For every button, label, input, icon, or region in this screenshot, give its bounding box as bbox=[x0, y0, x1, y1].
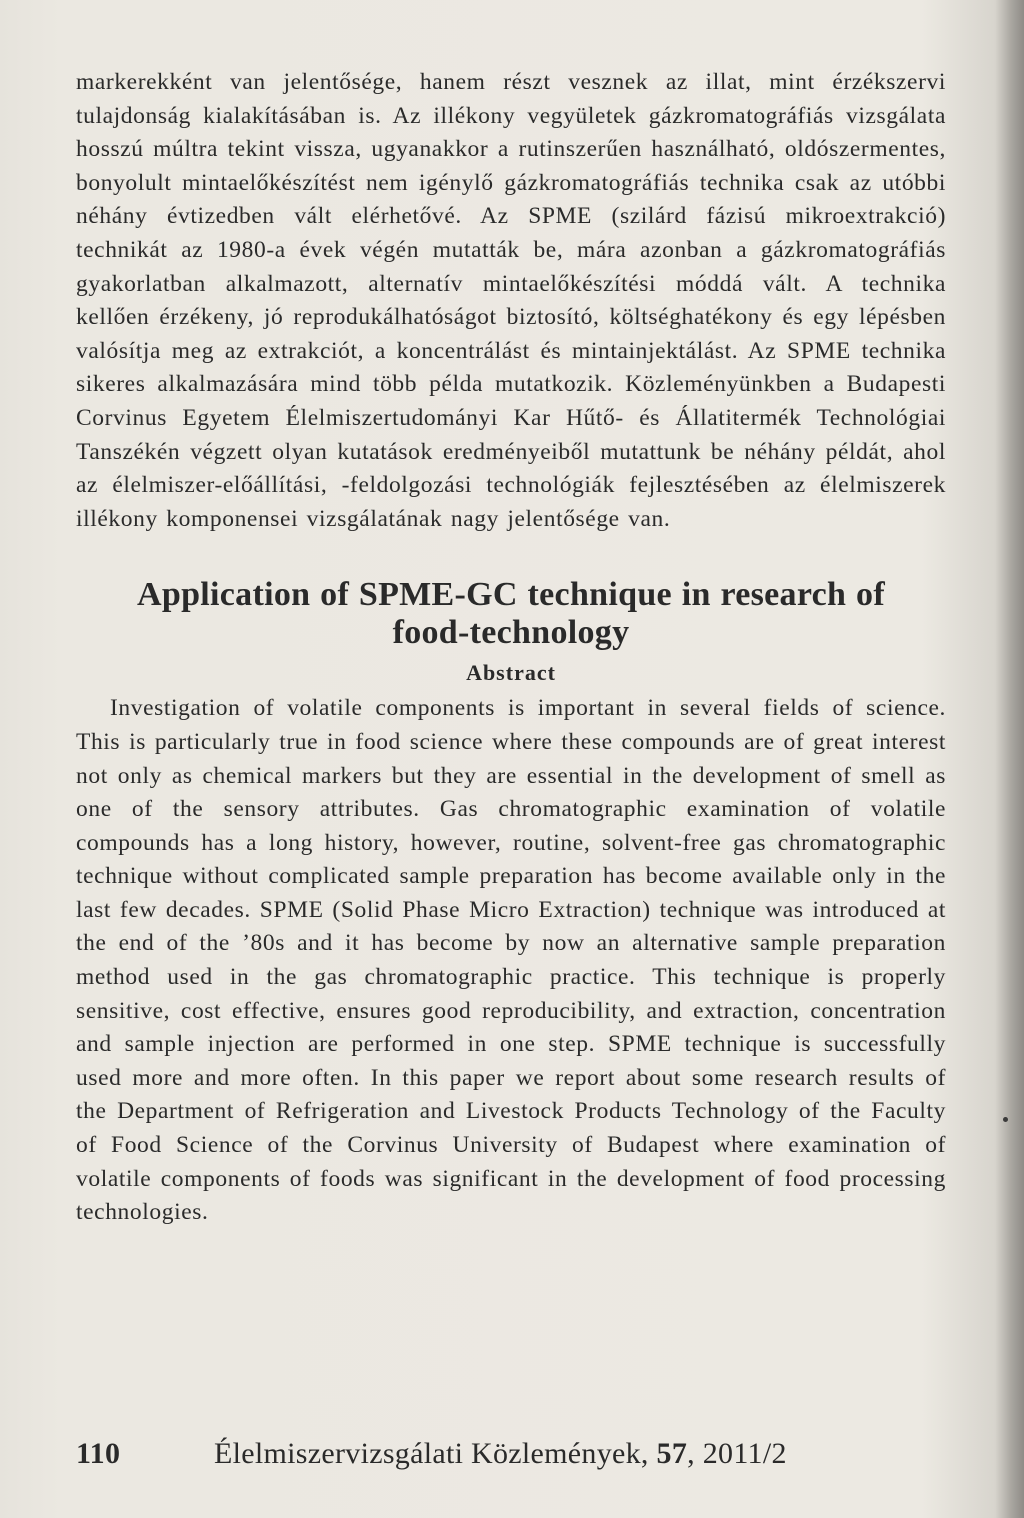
journal-volume: 57 bbox=[656, 1437, 688, 1470]
english-title-line-2: food-technology bbox=[392, 614, 630, 652]
english-title-line-1: Application of SPME-GC technique in research of bbox=[137, 576, 885, 614]
journal-name: Élelmiszervizsgálati Közlemények, bbox=[214, 1437, 657, 1470]
abstract-text: Investigation of volatile components is important in several fields of science. This is particularly true in food science where these compounds are of great interest not only as chemical markers but they are essential in the development of smell as one of the sensory attributes. Gas chromatographic examination of volatile compounds has a long history, however, routine, solvent-free gas chromatographic technique without complicated sample preparation has become available only in the last few decades. SPME (Solid Phase Micro Extraction) technique was introduced at the end of the ’80s and it has become by now an alternative sample preparation method used in the gas chromatographic practice. This technique is properly sensitive, cost effective, ensures good reproducibility, and extraction, concentration and sample injection are performed in one step. SPME technique is successfully used more and more often. In this paper we report about some research results of the Department of Refrigeration and Livestock Products Technology of the Faculty of Food Science of the Corvinus University of Budapest where examination of volatile components of foods was significant in the development of food processing technologies. bbox=[76, 695, 946, 1226]
english-title bbox=[76, 576, 946, 652]
journal-issue: , 2011/2 bbox=[687, 1437, 787, 1470]
page-number: 110 bbox=[76, 1437, 121, 1470]
journal-citation bbox=[214, 1432, 787, 1476]
book-binding-shadow bbox=[996, 0, 1024, 1518]
page-footer bbox=[76, 1432, 946, 1476]
scan-speck bbox=[1003, 1117, 1008, 1122]
page-content bbox=[76, 66, 946, 1230]
hungarian-body-paragraph: markerekként van jelentősége, hanem részt vesznek az illat, mint érzékszervi tulajdonság kialakításában is. Az illékony vegyületek gázkromatográfiás vizsgálata hosszú múltra tekint vissza, ugyanakkor a rutinszerűen használható, oldószermentes, bonyolult mintaelőkészítést nem igénylő gázkromatográfiás technika csak az utóbbi néhány évtizedben vált elérhetővé. Az SPME (szilárd fázisú mikroextrakció) technikát az 1980-a évek végén mutatták be, mára azonban a gázkromatográfiás gyakorlatban alkalmazott, alternatív mintaelőkészítési móddá vált. A technika kellően érzékeny, jó reprodukálhatóságot biztosító, költséghatékony és egy lépésben valósítja meg az extrakciót, a koncentrálást és mintainjektálást. Az SPME technika sikeres alkalmazására mind több példa mutatkozik. Közleményünkben a Budapesti Corvinus Egyetem Élelmiszertudományi Kar Hűtő- és Állatitermék Technológiai Tanszékén végzett olyan kutatások eredményeiből mutattunk be néhány példát, ahol az élelmiszer-előállítási, -feldolgozási technológiák fejlesztésében az élelmiszerek illékony komponensei vizsgálatának nagy jelentősége van. bbox=[76, 69, 946, 532]
abstract-heading: Abstract bbox=[466, 660, 556, 686]
